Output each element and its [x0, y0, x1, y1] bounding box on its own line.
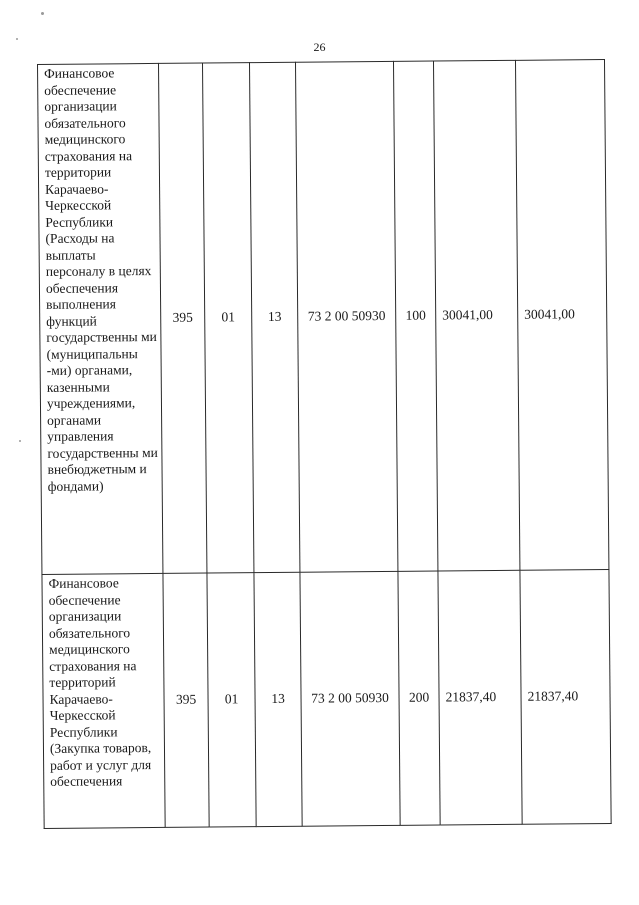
- section-code-cell: 01: [202, 63, 253, 573]
- table-row: [38, 60, 609, 575]
- section-code-cell: 01: [207, 573, 256, 827]
- subsection-code-cell: 13: [249, 62, 299, 572]
- ministry-code-cell: 395: [163, 573, 209, 827]
- sum-cell: 21837,40: [438, 570, 522, 825]
- budget-table: [37, 59, 612, 829]
- expense-type-cell: 200: [398, 571, 440, 825]
- expense-name-cell: Финансовое обеспечение организации обязательного медицинского страхования на территорий Карачаево-Черкесской Республики (Закупка товаров, работ и услуг для обеспечения: [42, 573, 165, 828]
- sum-cell: 30041,00: [515, 60, 608, 571]
- target-article-cell: 73 2 00 50930: [300, 571, 400, 826]
- subsection-code-cell: 13: [254, 572, 302, 826]
- ministry-code-cell: 395: [158, 63, 206, 573]
- expense-name-cell: Финансовое обеспечение организации обязательного медицинского страхования на территории Карачаево-Черкесской Республики (Расходы на выплаты персоналу в целях обеспечения выполнения функций государственны ми (муниципальны -ми) органами, казенными учреждениями, органами управления государственны ми внебюджетным и фондами): [38, 63, 163, 574]
- scan-speck: [19, 440, 21, 442]
- page-number: 26: [313, 40, 326, 54]
- sum-cell: 30041,00: [433, 60, 519, 571]
- table-row: [42, 570, 611, 829]
- expense-type-cell: 100: [393, 61, 437, 571]
- sum-cell: 21837,40: [520, 570, 611, 825]
- scan-speck: [16, 38, 18, 40]
- scan-speck: [41, 12, 44, 15]
- target-article-cell: 73 2 00 50930: [295, 61, 397, 572]
